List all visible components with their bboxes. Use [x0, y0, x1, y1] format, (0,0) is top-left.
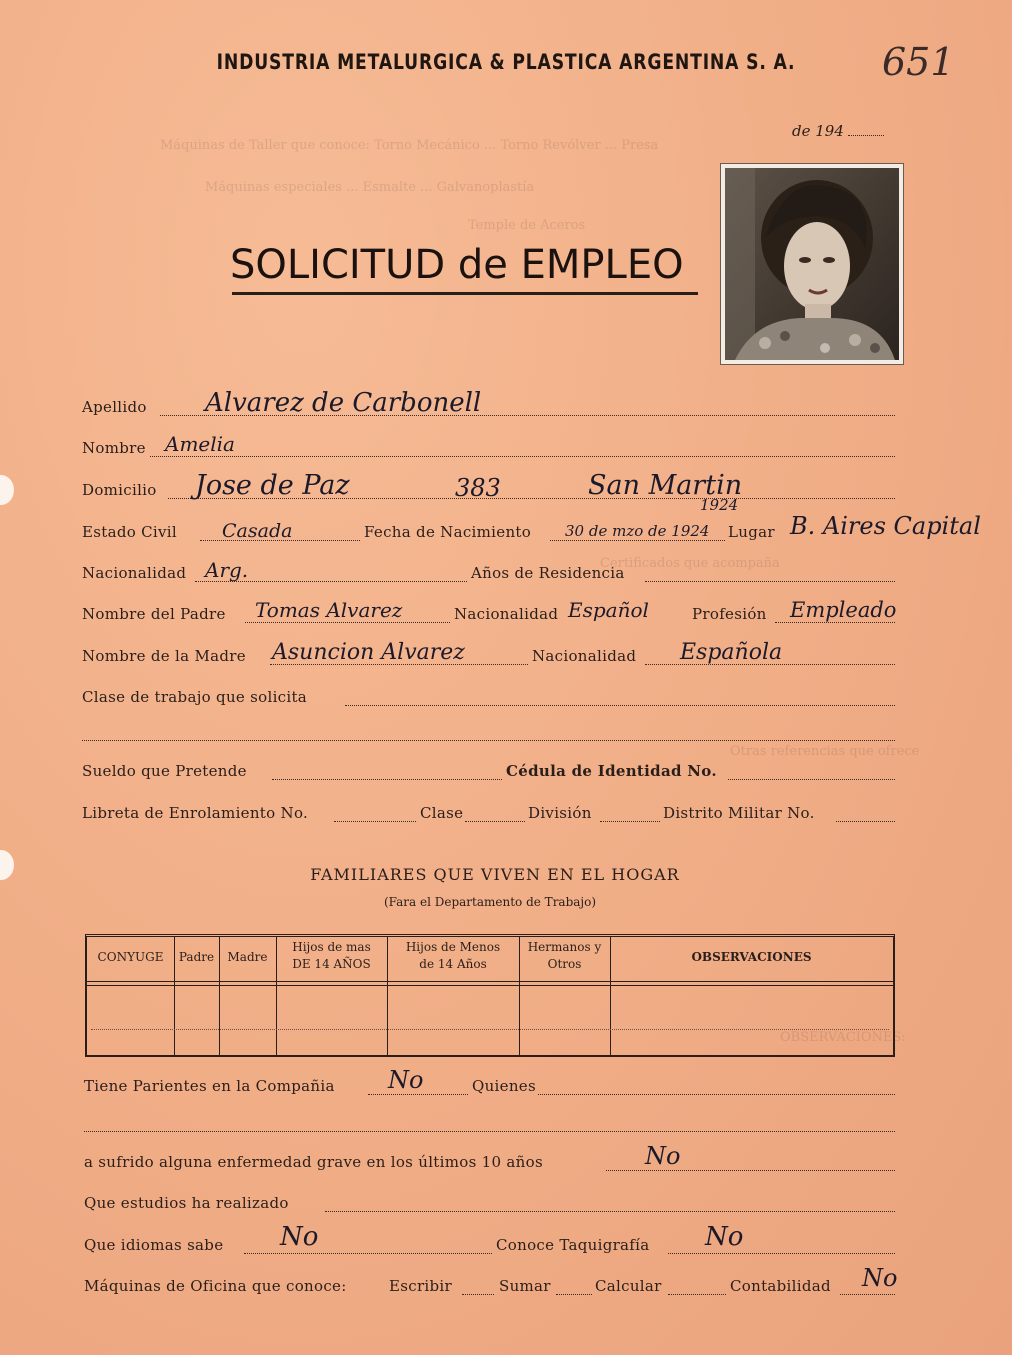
- sumar-label: Sumar: [499, 1277, 551, 1295]
- madre-value[interactable]: Asuncion Alvarez: [272, 640, 465, 665]
- contabilidad-line: [840, 1293, 895, 1295]
- familia-subtitle: (Fara el Departamento de Trabajo): [383, 895, 597, 909]
- distrito-row: [663, 804, 815, 822]
- nombre-value[interactable]: Amelia: [165, 432, 235, 456]
- cedula-row: [506, 762, 717, 780]
- padre-nacionalidad-value[interactable]: Español: [568, 598, 649, 622]
- col-hijos-menos: Hijos de Menos de 14 Años: [405, 940, 501, 971]
- quienes-line: [538, 1093, 895, 1095]
- nacionalidad-row: [82, 564, 186, 582]
- clase-trabajo-label: Clase de trabajo que solicita: [82, 688, 308, 706]
- enfermedad-row: [84, 1153, 543, 1171]
- division-line: [600, 820, 660, 822]
- cedula-label: Cédula de Identidad No.: [506, 762, 717, 780]
- taquigrafia-line: [668, 1252, 895, 1254]
- madre-row: [82, 647, 246, 665]
- quienes-row: [472, 1077, 536, 1095]
- sueldo-label: Sueldo que Pretende: [82, 762, 247, 780]
- parientes-label: Tiene Parientes en la Compañia: [84, 1077, 335, 1095]
- taquigrafia-value[interactable]: No: [705, 1222, 744, 1252]
- familia-title: FAMILIARES QUE VIVEN EN EL HOGAR: [310, 865, 680, 884]
- domicilio-label: Domicilio: [82, 481, 157, 499]
- madre-nacionalidad-row: [532, 647, 636, 665]
- madre-nacionalidad-value[interactable]: Española: [680, 640, 783, 665]
- sueldo-line: [272, 778, 502, 780]
- libreta-line: [334, 820, 416, 822]
- calcular-label: Calcular: [595, 1277, 662, 1295]
- estudios-line: [325, 1210, 895, 1212]
- col-hijos-mas: Hijos de mas DE 14 AÑOS: [292, 940, 371, 971]
- bleed-text-4: Certificados que acompaña: [600, 556, 780, 571]
- distrito-label: Distrito Militar No.: [663, 804, 815, 822]
- sumar-line: [556, 1293, 592, 1295]
- padre-profesion-value[interactable]: Empleado: [790, 598, 897, 622]
- bleed-text-6: OBSERVACIONES:: [780, 1030, 906, 1045]
- clase-trabajo-line: [345, 704, 895, 706]
- lugar-row: [728, 523, 775, 541]
- document-number: 651: [882, 40, 955, 84]
- anos-residencia-line: [645, 580, 895, 582]
- calcular-row: [595, 1277, 662, 1295]
- company-header: INDUSTRIA METALURGICA & PLASTICA ARGENTINA S. A.: [216, 50, 796, 74]
- clase-trabajo-row: [82, 688, 307, 706]
- nombre-row: [82, 439, 146, 457]
- date-line: [792, 122, 884, 140]
- escribir-label: Escribir: [389, 1277, 452, 1295]
- fecha-nacimiento-value[interactable]: 30 de mzo de 1924: [565, 522, 710, 540]
- anos-residencia-label: Años de Residencia: [471, 564, 625, 582]
- padre-profesion-row: [692, 605, 767, 623]
- contabilidad-label: Contabilidad: [730, 1277, 831, 1295]
- familia-table: [85, 934, 895, 1057]
- nombre-line: [150, 455, 895, 457]
- form-title: SOLICITUD de EMPLEO: [230, 242, 684, 288]
- col-hermanos: Hermanos y Otros: [527, 940, 602, 971]
- enfermedad-value[interactable]: No: [645, 1142, 681, 1170]
- date-prefix: de 194: [792, 122, 844, 140]
- domicilio-city[interactable]: San Martin: [588, 470, 743, 501]
- lugar-label: Lugar: [728, 523, 775, 541]
- idiomas-row: [84, 1236, 223, 1254]
- header-rule-2: [87, 985, 893, 986]
- nombre-label: Nombre: [82, 439, 146, 457]
- col-madre: Madre: [227, 950, 268, 964]
- division-row: [528, 804, 592, 822]
- table-dotted-row: [91, 1029, 889, 1030]
- bleed-text-3: Temple de Aceros: [468, 218, 586, 233]
- calcular-line: [668, 1293, 726, 1295]
- madre-nacionalidad-label: Nacionalidad: [532, 647, 637, 665]
- enfermedad-label: a sufrido alguna enfermedad grave en los últimos 10 años: [84, 1153, 543, 1171]
- col-observaciones: OBSERVACIONES: [691, 950, 812, 964]
- apellido-row: [82, 398, 147, 416]
- padre-row: [82, 605, 226, 623]
- estudios-row: [84, 1194, 289, 1212]
- header-rule: [87, 981, 893, 982]
- domicilio-number[interactable]: 383: [455, 474, 501, 502]
- clase-line: [465, 820, 525, 822]
- nacionalidad-label: Nacionalidad: [82, 564, 187, 582]
- applicant-photo: [720, 163, 904, 365]
- col-padre: Padre: [178, 950, 215, 964]
- title-underline: [232, 292, 698, 295]
- padre-label: Nombre del Padre: [82, 605, 226, 623]
- apellido-label: Apellido: [82, 398, 147, 416]
- domicilio-row: [82, 481, 157, 499]
- division-label: División: [528, 804, 592, 822]
- contabilidad-row: [730, 1277, 831, 1295]
- estudios-label: Que estudios ha realizado: [84, 1194, 289, 1212]
- anos-residencia-row: [471, 564, 625, 582]
- col-conyuge: CONYUGE: [97, 950, 164, 964]
- padre-nacionalidad-row: [454, 605, 558, 623]
- distrito-line: [836, 820, 895, 822]
- maquinas-label: Máquinas de Oficina que conoce:: [84, 1277, 347, 1295]
- padre-profesion-label: Profesión: [692, 605, 767, 623]
- fecha-nacimiento-label: Fecha de Nacimiento: [364, 523, 532, 541]
- estado-civil-row: [82, 523, 177, 541]
- parientes-line-2: [84, 1130, 895, 1132]
- estado-civil-label: Estado Civil: [82, 523, 177, 541]
- libreta-row: [82, 804, 308, 822]
- bleed-text-1: Máquinas de Taller que conoce: Torno Mecánico ... Torno Revólver ... Presa: [160, 138, 659, 153]
- padre-nacionalidad-label: Nacionalidad: [454, 605, 559, 623]
- parientes-row: [84, 1077, 335, 1095]
- fecha-year-annotation: 1924: [700, 496, 739, 514]
- fecha-nacimiento-row: [364, 523, 531, 541]
- idiomas-line: [244, 1252, 492, 1254]
- escribir-row: [389, 1277, 452, 1295]
- clase-trabajo-line-2: [82, 739, 895, 741]
- estado-civil-value[interactable]: Casada: [222, 520, 293, 542]
- taquigrafia-row: [496, 1236, 650, 1254]
- escribir-line: [462, 1293, 494, 1295]
- portrait-photo: [725, 168, 899, 360]
- padre-value[interactable]: Tomas Alvarez: [255, 598, 403, 622]
- taquigrafia-label: Conoce Taquigrafía: [496, 1236, 650, 1254]
- libreta-label: Libreta de Enrolamiento No.: [82, 804, 309, 822]
- maquinas-value[interactable]: No: [862, 1264, 898, 1292]
- parientes-value[interactable]: No: [388, 1066, 424, 1094]
- domicilio-value[interactable]: Jose de Paz: [195, 470, 350, 501]
- lugar-value[interactable]: B. Aires Capital: [790, 512, 981, 540]
- bleed-text-2: Máquinas especiales ... Esmalte ... Galvanoplastía: [205, 180, 535, 195]
- madre-label: Nombre de la Madre: [82, 647, 246, 665]
- clase-row: [420, 804, 463, 822]
- quienes-label: Quienes: [472, 1077, 536, 1095]
- cedula-line: [728, 778, 895, 780]
- apellido-value[interactable]: Alvarez de Carbonell: [205, 388, 482, 418]
- maquinas-row: [84, 1277, 347, 1295]
- idiomas-value[interactable]: No: [280, 1222, 319, 1252]
- bleed-text-5: Otras referencias que ofrece: [730, 744, 920, 759]
- sueldo-row: [82, 762, 247, 780]
- clase-label: Clase: [420, 804, 464, 822]
- idiomas-label: Que idiomas sabe: [84, 1236, 224, 1254]
- sumar-row: [499, 1277, 551, 1295]
- nacionalidad-value[interactable]: Arg.: [205, 558, 249, 582]
